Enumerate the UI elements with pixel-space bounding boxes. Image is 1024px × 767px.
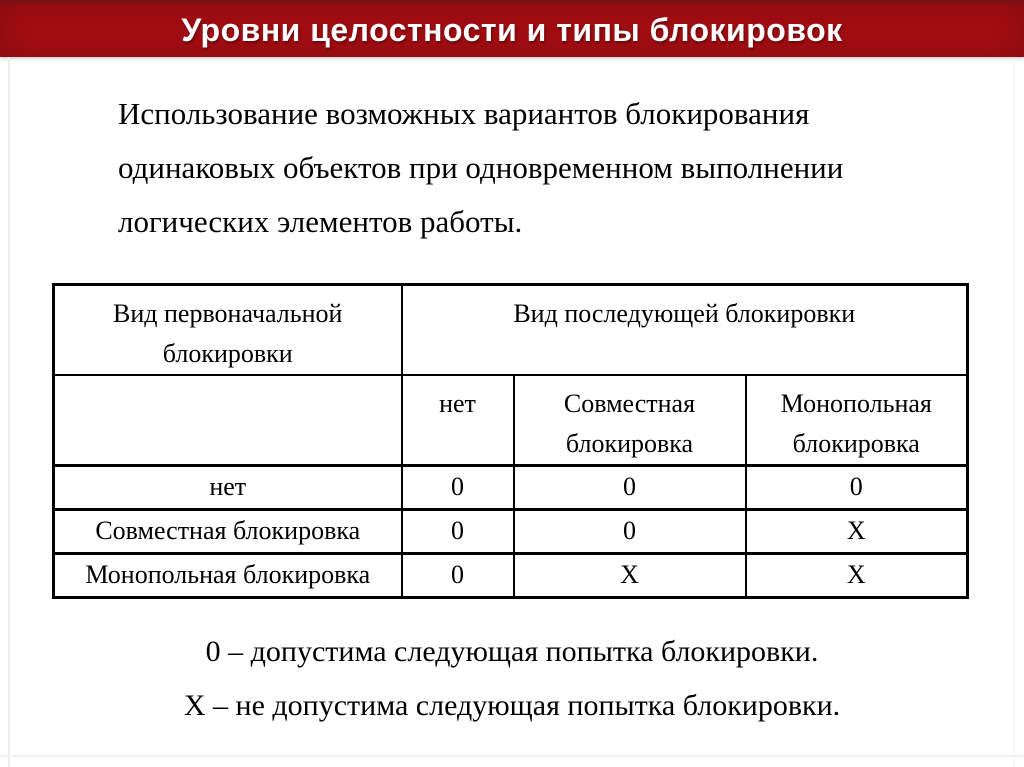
row-label: Совместная блокировка: [54, 510, 402, 554]
table-row: [54, 554, 968, 598]
page-edge-left: [8, 57, 10, 767]
cell-value: X: [746, 510, 968, 554]
cell-value: 0: [514, 466, 746, 510]
cell-value: 0: [746, 466, 968, 510]
legend: [0, 635, 1024, 723]
subheader-exclusive-lock: Монопольная блокировка: [746, 375, 968, 466]
legend-line-x: X – не допустима следующая попытка блокировки.: [183, 689, 841, 722]
title-bar: [0, 0, 1024, 57]
cell-value: 0: [402, 466, 514, 510]
table-header-row: [54, 285, 968, 376]
empty-cell: [54, 375, 402, 466]
row-label: нет: [54, 466, 402, 510]
cell-value: X: [514, 554, 746, 598]
row-label: Монопольная блокировка: [54, 554, 402, 598]
lock-compatibility-table: [52, 283, 969, 599]
table-row: [54, 510, 968, 554]
cell-value: X: [746, 554, 968, 598]
subheader-shared-lock: Совместная блокировка: [514, 375, 746, 466]
header-initial-lock: Вид первоначальной блокировки: [54, 285, 402, 376]
subheader-none: нет: [402, 375, 514, 466]
legend-line-zero: 0 – допустима следующая попытка блокировки.: [205, 635, 819, 668]
page-edge-bottom: [0, 755, 1024, 757]
cell-value: 0: [514, 510, 746, 554]
table-subheader-row: [54, 375, 968, 466]
intro-paragraph: Использование возможных вариантов блокирования одинаковых объектов при одновременном выполнении логических элементов работы.: [118, 96, 844, 239]
cell-value: 0: [402, 554, 514, 598]
cell-value: 0: [402, 510, 514, 554]
header-subsequent-lock: Вид последующей блокировки: [402, 285, 968, 376]
table-row: [54, 466, 968, 510]
page-title: Уровни целостности и типы блокировок: [181, 12, 843, 48]
page-edge-right: [1014, 57, 1015, 767]
